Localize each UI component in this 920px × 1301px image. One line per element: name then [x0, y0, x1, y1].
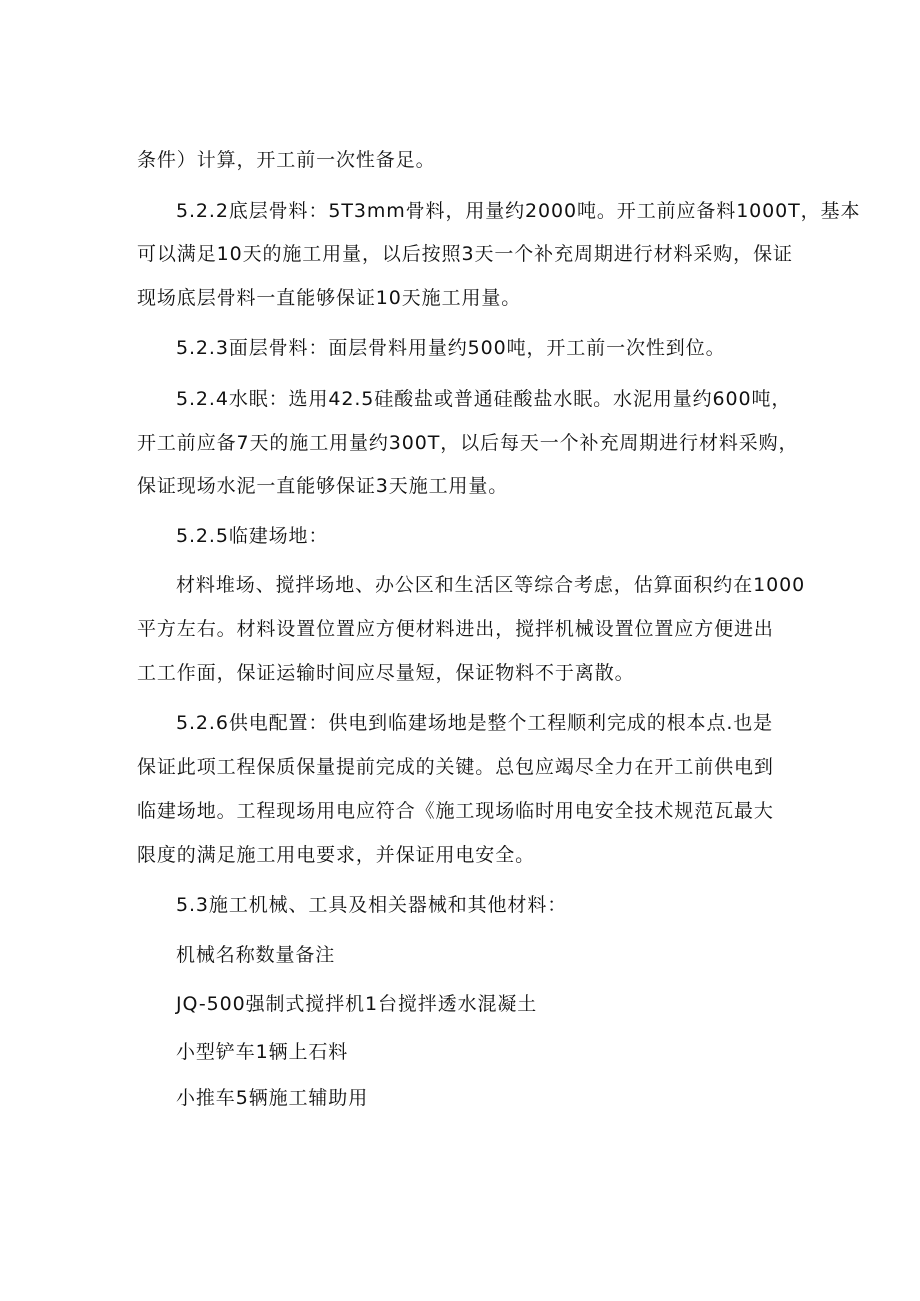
text-line: 现场底层骨料一直能够保证10天施工用量。	[137, 287, 522, 309]
text-line: 保证现场水泥一直能够保证3天施工用量。	[137, 475, 509, 497]
text-line: 工工作面，保证运输时间应尽量短，保证物料不于离散。	[137, 662, 635, 684]
equipment-row: 小型铲车1辆上石料	[176, 1041, 349, 1063]
text-line: 条件）计算，开工前一次性备足。	[137, 149, 436, 171]
text-line: 可以满足10天的施工用量，以后按照3天一个补充周期进行材料采购，保证	[137, 243, 793, 265]
text-line: 限度的满足施工用电要求，并保证用电安全。	[137, 844, 536, 866]
text-line: 临建场地。工程现场用电应符合《施工现场临时用电安全技术规范瓦最大	[137, 800, 774, 822]
text-line: 开工前应备7天的施工用量约300T，以后每天一个补充周期进行材料采购，	[137, 432, 799, 454]
paragraph-5-2-3: 5.2.3面层骨料：面层骨料用量约500吨，开工前一次性到位。	[176, 337, 726, 359]
equipment-row: 小推车5辆施工辅助用	[176, 1087, 369, 1109]
equipment-row: JQ-500强制式搅拌机1台搅拌透水混凝土	[176, 993, 538, 1015]
equipment-table-header: 机械名称数量备注	[176, 944, 336, 966]
section-5-3-heading: 5.3施工机械、工具及相关器械和其他材料：	[176, 894, 568, 916]
text-line: 平方左右。材料设置位置应方便材料进出，搅拌机械设置位置应方便进出	[137, 618, 774, 640]
paragraph-5-2-2: 5.2.2底层骨料：5T3mm骨料，用量约2000吨。开工前应备料1000T，基本	[176, 200, 861, 222]
paragraph-5-2-6: 5.2.6供电配置：供电到临建场地是整个工程顺利完成的根本点.也是	[176, 712, 774, 734]
text-line: 保证此项工程保质保量提前完成的关键。总包应竭尽全力在开工前供电到	[137, 756, 774, 778]
paragraph-5-2-5: 5.2.5临建场地：	[176, 525, 329, 547]
text-line: 材料堆场、搅拌场地、办公区和生活区等综合考虑，估算面积约在1000	[176, 574, 806, 596]
paragraph-5-2-4: 5.2.4水眠：选用42.5硅酸盐或普通硅酸盐水眠。水泥用量约600吨，	[176, 388, 792, 410]
